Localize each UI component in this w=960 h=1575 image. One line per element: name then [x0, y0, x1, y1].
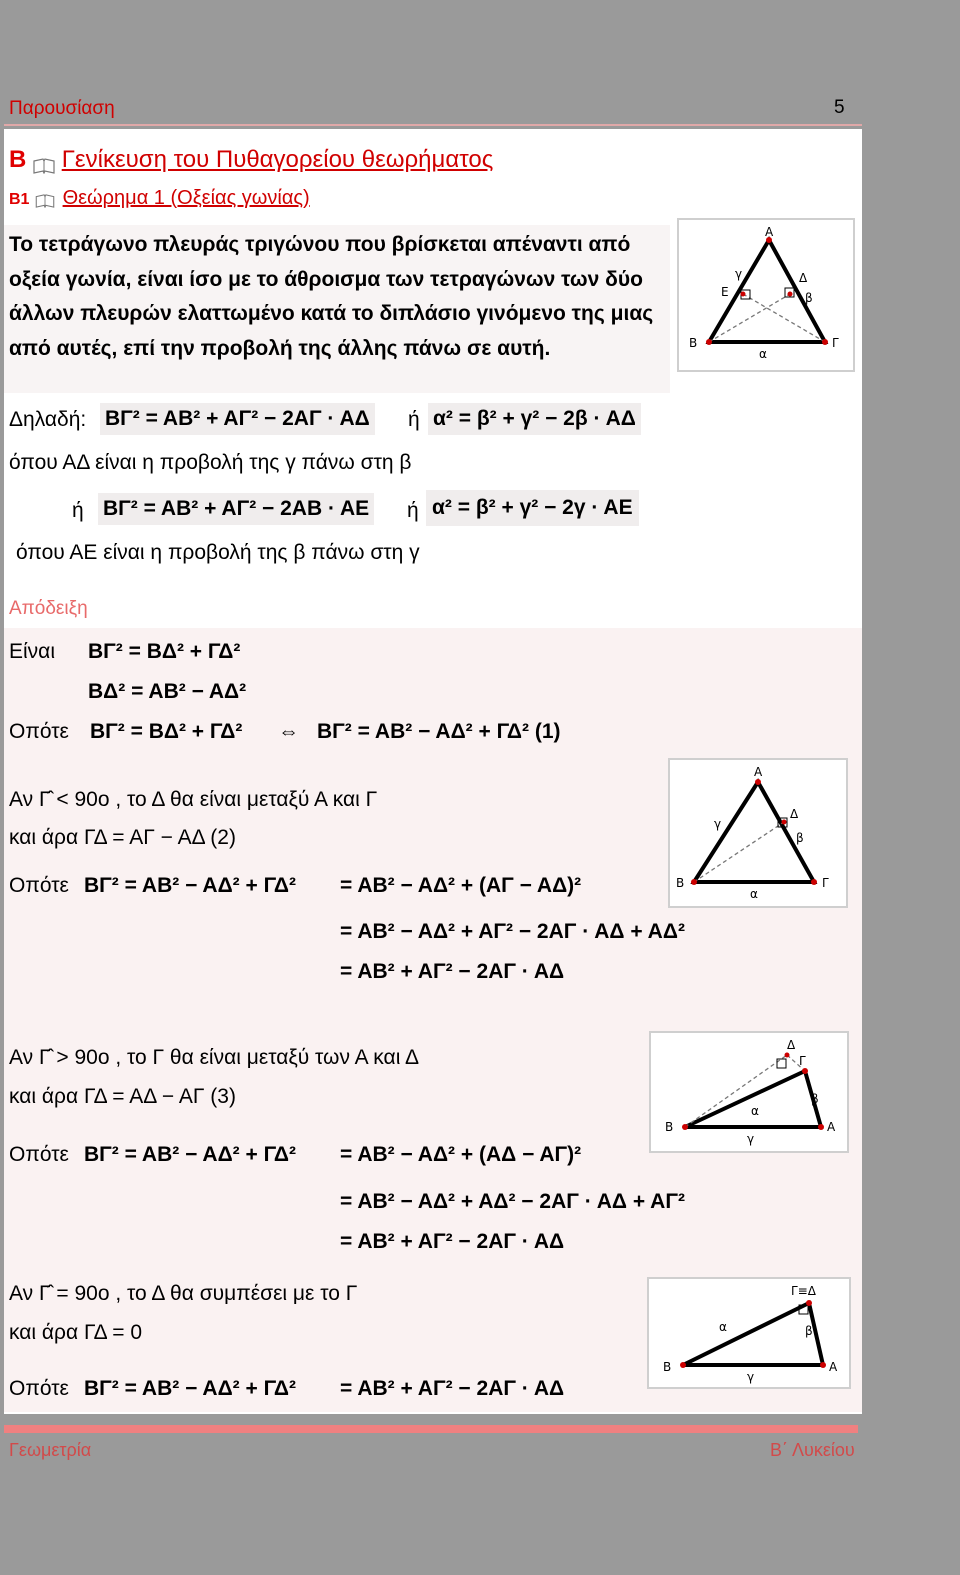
label-b: β — [805, 1324, 813, 1338]
label-A: Α — [829, 1360, 838, 1374]
label-b: β — [811, 1092, 819, 1106]
or-1: ή — [408, 408, 420, 431]
formula-1a: ΒΓ² = ΑΒ² + ΑΓ² − 2ΑΓ · ΑΔ — [100, 403, 375, 435]
label-GD: Γ≡Δ — [791, 1284, 816, 1298]
proof-eq-4: ΒΓ² = ΑΒ² − ΑΔ² + ΓΔ² (1) — [317, 720, 561, 743]
figure-case-acute — [668, 758, 848, 908]
book-icon — [33, 153, 55, 169]
label-A: Α — [754, 765, 763, 779]
proof-eq-1: ΒΓ² = ΒΔ² + ΓΔ² — [88, 640, 241, 663]
proof-eq-2: ΒΔ² = ΑΒ² − ΑΔ² — [88, 680, 247, 703]
case1-consequence: και άρα ΓΔ = ΑΓ − ΑΔ (2) — [9, 826, 236, 849]
header-section: Παρουσίαση — [9, 98, 115, 119]
label-E: Ε — [721, 285, 729, 299]
label-a: α — [759, 347, 767, 361]
subsection-heading — [9, 187, 310, 210]
case2-so: Οπότε — [9, 1143, 69, 1166]
case1-condition: Αν Γ̂ < 90ο , το Δ θα είναι μεταξύ Α και Γ — [9, 788, 378, 811]
proof-so: Οπότε — [9, 720, 69, 743]
formula-2a: ΒΓ² = ΑΒ² + ΑΓ² − 2ΑΒ · ΑΕ — [98, 493, 374, 525]
label-G: Γ — [832, 336, 839, 350]
label-a: α — [751, 1104, 759, 1118]
case1-lhs: ΒΓ² = ΑΒ² − ΑΔ² + ΓΔ² — [84, 874, 297, 897]
case2-step-2: = ΑΒ² − ΑΔ² + ΑΔ² − 2ΑΓ · ΑΔ + ΑΓ² — [340, 1190, 685, 1213]
proof-is: Είναι — [9, 640, 55, 663]
footer-subject: Γεωμετρία — [9, 1440, 92, 1460]
or-2a: ή — [72, 499, 84, 522]
section-letter: Β — [9, 146, 27, 173]
label-B: Β — [689, 336, 698, 350]
label-A: Α — [765, 225, 774, 239]
section-heading — [9, 146, 493, 174]
label-b: β — [805, 291, 813, 305]
case1-step-1: = ΑΒ² − ΑΔ² + (ΑΓ − ΑΔ)² — [340, 874, 582, 897]
label-B: Β — [676, 876, 685, 890]
theorem-statement: Το τετράγωνο πλευράς τριγώνου που βρίσκεται απέναντι από οξεία γωνία, είναι ίσο με το άθροισμα των τετραγώνων των δύο άλλων πλευρών ελαττωμένο κατά το διπλάσιο γινόμενο της μιας από αυτές, επί την προβολή της άλλης πάνω σε αυτή. — [9, 233, 654, 360]
header-divider — [4, 124, 862, 126]
label-D: Δ — [790, 807, 799, 821]
label-g: γ — [747, 1370, 755, 1384]
case2-lhs: ΒΓ² = ΑΒ² − ΑΔ² + ΓΔ² — [84, 1143, 297, 1166]
case1-step-2: = ΑΒ² − ΑΔ² + ΑΓ² − 2ΑΓ · ΑΔ + ΑΔ² — [340, 920, 685, 943]
figure-case-right — [647, 1277, 851, 1389]
subsection-title[interactable]: Θεώρημα 1 (Οξείας γωνίας) — [62, 187, 310, 209]
case2-consequence: και άρα ΓΔ = ΑΔ − ΑΓ (3) — [9, 1085, 236, 1108]
where-2: όπου ΑΕ είναι η προβολή της β πάνω στη γ — [16, 541, 420, 564]
label-D: Δ — [799, 271, 808, 285]
case1-step-3: = ΑΒ² + ΑΓ² − 2ΑΓ · ΑΔ — [340, 960, 565, 983]
label-B: Β — [665, 1120, 674, 1134]
case2-step-1: = ΑΒ² − ΑΔ² + (ΑΔ − ΑΓ)² — [340, 1143, 582, 1166]
case3-so: Οπότε — [9, 1377, 69, 1400]
label-a: α — [750, 887, 758, 901]
or-2b: ή — [407, 499, 419, 522]
label-G: Γ — [799, 1054, 806, 1068]
book-icon — [35, 191, 57, 207]
proof-title: Απόδειξη — [9, 598, 88, 619]
where-1: όπου ΑΔ είναι η προβολή της γ πάνω στη β — [9, 451, 412, 474]
case2-step-3: = ΑΒ² + ΑΓ² − 2ΑΓ · ΑΔ — [340, 1230, 565, 1253]
label-a: α — [719, 1320, 727, 1334]
label-D: Δ — [787, 1038, 796, 1052]
case3-condition: Αν Γ̂ = 90ο , το Δ θα συμπέσει με το Γ — [9, 1282, 358, 1305]
label-g: γ — [735, 267, 743, 281]
label-B: Β — [663, 1360, 672, 1374]
case3-step-1: = ΑΒ² + ΑΓ² − 2ΑΓ · ΑΔ — [340, 1377, 565, 1400]
figure-case-obtuse — [649, 1031, 849, 1153]
footer-band — [4, 1425, 858, 1433]
page-number: 5 — [834, 97, 845, 118]
case1-so: Οπότε — [9, 874, 69, 897]
footer-grade: Β΄ Λυκείου — [770, 1440, 855, 1460]
proof-eq-3: ΒΓ² = ΒΔ² + ΓΔ² — [90, 720, 243, 743]
equivalence-arrow: ⇔ — [278, 720, 299, 743]
label-b: β — [796, 831, 804, 845]
case3-consequence: και άρα ΓΔ = 0 — [9, 1321, 143, 1344]
figure-acute-triangle — [677, 218, 855, 372]
label-A: Α — [827, 1120, 836, 1134]
section-title[interactable]: Γενίκευση του Πυθαγορείου θεωρήματος — [61, 146, 494, 173]
label-g: γ — [714, 817, 722, 831]
case3-lhs: ΒΓ² = ΑΒ² − ΑΔ² + ΓΔ² — [84, 1377, 297, 1400]
case2-condition: Αν Γ̂ > 90ο , το Γ θα είναι μεταξύ των Α και Δ — [9, 1046, 420, 1069]
formula-2b: α² = β² + γ² − 2γ · ΑΕ — [426, 490, 639, 526]
label-G: Γ — [822, 876, 829, 890]
subsection-label: Β1 — [9, 191, 30, 208]
that-is-label: Δηλαδή: — [9, 408, 87, 431]
label-g: γ — [747, 1132, 755, 1146]
formula-1b: α² = β² + γ² − 2β · ΑΔ — [428, 403, 641, 435]
